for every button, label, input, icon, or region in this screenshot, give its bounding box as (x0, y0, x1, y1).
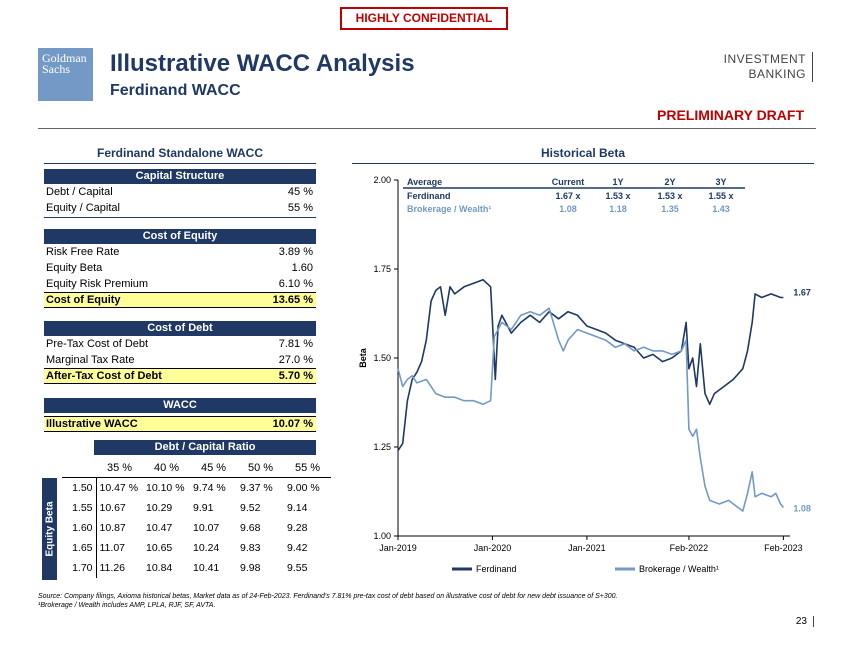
avg-cell: 1.08 (559, 204, 577, 214)
matrix-cell: 9.52 (240, 501, 261, 514)
table-row (44, 261, 316, 276)
matrix-header-row (62, 458, 331, 478)
source-note: Source: Company filings, Axioma historical betas, Market data as of 24-Feb-2023. Ferdinand's 7.81% pre-tax cost of debt based on illustrative cost of debt for new debt issuance of S+300. (38, 593, 618, 600)
historical-beta-chart (340, 168, 820, 580)
y-tick-label: 1.00 (373, 531, 391, 541)
avg-header-2y: 2Y (664, 177, 676, 187)
y-axis-title: Beta (358, 348, 368, 368)
page-number: 23 (796, 616, 814, 627)
avg-header-1y: 1Y (612, 177, 624, 187)
row-value: 45 % (287, 186, 313, 198)
matrix-cell: 9.74 % (190, 478, 237, 498)
matrix-cell: 10.65 (146, 541, 173, 554)
matrix-cell: 10.07 (193, 521, 220, 534)
matrix-cell: 10.67 (99, 501, 126, 514)
row-value: 3.89 % (278, 246, 313, 258)
matrix-cell: 9.14 (287, 501, 308, 514)
legend-label-ferdinand: Ferdinand (476, 564, 517, 574)
matrix-row (62, 518, 331, 538)
row-label: Debt / Capital (46, 186, 113, 198)
page-title: Illustrative WACC Analysis (110, 50, 415, 77)
row-value: 7.81 % (278, 338, 313, 350)
row-value: 10.07 % (272, 418, 313, 430)
matrix-row (62, 558, 331, 578)
row-value: 6.10 % (278, 278, 313, 290)
equity-beta-axis-label (42, 478, 57, 580)
x-tick-label: Jan-2020 (473, 543, 512, 553)
y-tick-label: 1.25 (373, 442, 391, 452)
row-label: Cost of Equity (46, 294, 121, 306)
avg-header-3y: 3Y (715, 177, 727, 187)
matrix-cell: 9.28 (287, 521, 308, 534)
matrix-row-header: 1.50 (62, 478, 96, 498)
avg-cell: 1.67 x (555, 191, 581, 201)
end-label-ferdinand: 1.67 (793, 287, 811, 298)
confidential-banner: HIGHLY CONFIDENTIAL (340, 7, 508, 30)
matrix-cell: 10.24 (193, 541, 220, 554)
illustrative-wacc-total (44, 416, 316, 432)
matrix-cell: 9.83 (240, 541, 261, 554)
investment-banking-label (724, 52, 813, 82)
legend-label-brokerage: Brokerage / Wealth¹ (639, 564, 719, 574)
row-label: Marginal Tax Rate (46, 354, 135, 366)
row-value: 5.70 % (278, 370, 313, 382)
row-label: Risk Free Rate (46, 246, 120, 258)
page-subtitle: Ferdinand WACC (110, 82, 241, 99)
row-value: 1.60 (291, 262, 313, 274)
equity-beta-label: Equity Beta (44, 501, 55, 557)
matrix-cell: 10.41 (193, 561, 220, 574)
series-line-brokerage (398, 308, 783, 511)
row-label: Equity Beta (46, 262, 103, 274)
x-tick-label: Jan-2019 (379, 543, 417, 553)
footnote: ¹Brokerage / Wealth includes AMP, LPLA, RJF, SF, AVTA. (38, 602, 216, 609)
debt-capital-ratio-header: Debt / Capital Ratio (94, 440, 316, 455)
matrix-cell: 10.87 (99, 521, 126, 534)
series-line-ferdinand (398, 280, 783, 451)
matrix-cell: 10.10 % (143, 478, 190, 498)
ib-line-2: BANKING (748, 67, 806, 81)
matrix-col-header: 40 % (153, 461, 180, 474)
avg-row-name: Ferdinand (407, 191, 451, 201)
matrix-cell: 9.98 (240, 561, 261, 574)
matrix-corner (62, 458, 96, 478)
row-label: Equity Risk Premium (46, 278, 149, 290)
y-tick-label: 1.50 (373, 353, 391, 363)
table-row (44, 185, 316, 200)
avg-cell: 1.55 x (708, 191, 734, 201)
table-row (44, 353, 316, 368)
matrix-row (62, 538, 331, 558)
matrix-cell: 9.37 % (237, 478, 284, 498)
chart-series (398, 280, 783, 511)
ib-line-1: INVESTMENT (723, 52, 806, 66)
row-value: 13.65 % (272, 294, 313, 306)
end-label-brokerage: 1.08 (793, 503, 811, 514)
matrix-cell: 10.47 % (96, 478, 143, 498)
matrix-row-header: 1.65 (62, 538, 96, 558)
capital-structure-header: Capital Structure (44, 169, 316, 184)
row-value: 55 % (287, 202, 313, 214)
logo-line-1: Goldman (42, 51, 87, 65)
matrix-cell: 9.68 (240, 521, 261, 534)
row-label: Equity / Capital (46, 202, 120, 214)
matrix-cell: 11.07 (99, 541, 125, 554)
matrix-col-header: 55 % (294, 461, 321, 474)
matrix-row-header: 1.60 (62, 518, 96, 538)
matrix-cell: 10.29 (146, 501, 173, 514)
cost-of-equity-total (44, 292, 316, 308)
matrix-row (62, 498, 331, 518)
matrix-cell: 10.47 (146, 521, 173, 534)
row-label: Illustrative WACC (46, 418, 138, 430)
table-row (44, 245, 316, 260)
cost-of-debt-header: Cost of Debt (44, 321, 316, 336)
matrix-row-header: 1.70 (62, 558, 96, 578)
matrix-cell: 9.42 (287, 541, 308, 554)
matrix-col-header: 35 % (106, 461, 133, 474)
draft-label: PRELIMINARY DRAFT (657, 107, 804, 123)
wacc-section-line (44, 163, 316, 164)
logo-line-2: Sachs (42, 62, 70, 76)
header-divider (38, 128, 816, 129)
row-value: 27.0 % (278, 354, 313, 366)
matrix-col-header: 45 % (200, 461, 227, 474)
table-row (44, 277, 316, 292)
table-row (44, 337, 316, 352)
cost-of-equity-header: Cost of Equity (44, 229, 316, 244)
table-row (44, 201, 316, 216)
matrix-cell: 9.00 % (284, 478, 331, 498)
goldman-sachs-logo (38, 48, 93, 101)
avg-cell: 1.18 (609, 204, 627, 214)
chart-axes (394, 180, 790, 540)
beta-section-line (352, 163, 814, 164)
average-beta-table (403, 177, 745, 214)
avg-cell: 1.53 x (657, 191, 683, 201)
section-bottom-line (44, 217, 316, 218)
avg-header-average: Average (407, 177, 443, 187)
avg-cell: 1.53 x (605, 191, 631, 201)
y-tick-label: 2.00 (373, 175, 391, 185)
matrix-col-header: 50 % (247, 461, 274, 474)
x-tick-label: Jan-2021 (568, 543, 606, 553)
avg-row-name: Brokerage / Wealth¹ (407, 204, 492, 214)
sensitivity-matrix (62, 458, 331, 578)
avg-header-current: Current (551, 177, 585, 187)
matrix-cell: 11.26 (99, 561, 125, 574)
after-tax-debt-total (44, 368, 316, 384)
row-label: After-Tax Cost of Debt (46, 370, 162, 382)
matrix-row (62, 478, 331, 498)
matrix-cell: 10.84 (146, 561, 173, 574)
avg-cell: 1.35 (661, 204, 679, 214)
chart-legend (452, 564, 719, 574)
wacc-header: WACC (44, 398, 316, 413)
historical-beta-title: Historical Beta (540, 146, 626, 160)
matrix-cell: 9.55 (287, 561, 308, 574)
x-tick-label: Feb-2022 (669, 543, 709, 553)
row-label: Pre-Tax Cost of Debt (46, 338, 149, 350)
chart-labels (358, 175, 811, 553)
avg-cell: 1.43 (712, 204, 730, 214)
matrix-cell: 9.91 (193, 501, 214, 514)
x-tick-label: Feb-2023 (764, 543, 803, 553)
matrix-row-header: 1.55 (62, 498, 96, 518)
wacc-section-title: Ferdinand Standalone WACC (96, 146, 263, 160)
y-tick-label: 1.75 (373, 264, 391, 274)
